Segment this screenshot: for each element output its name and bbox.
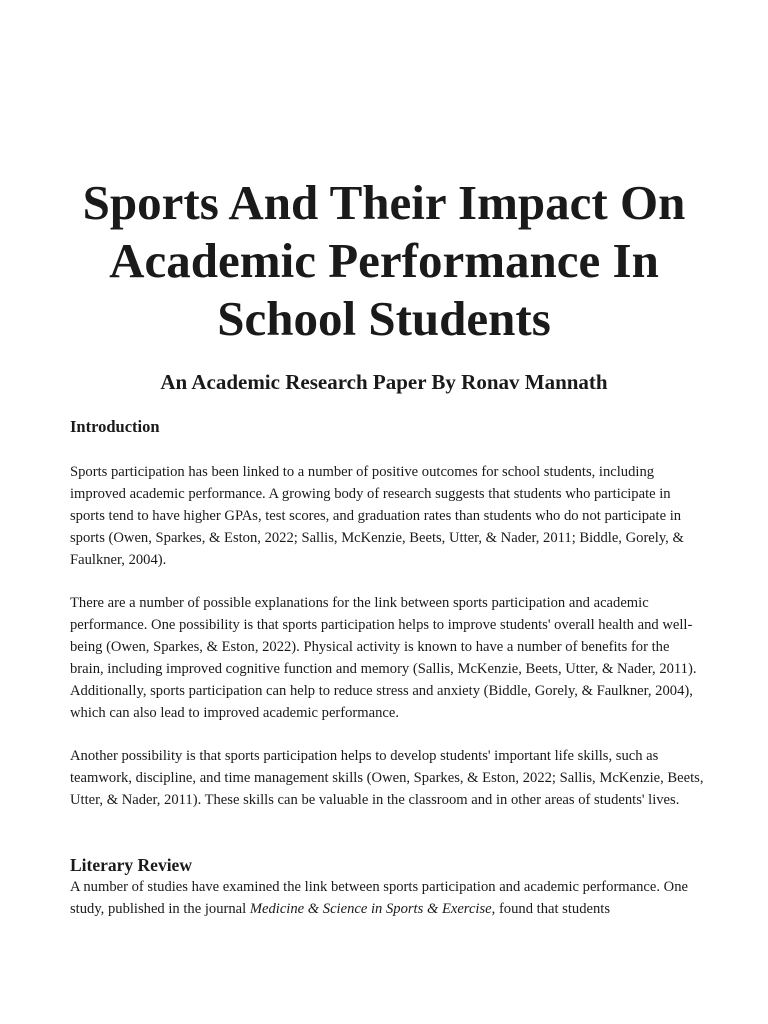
- introduction-paragraph-1: Sports participation has been linked to a number of positive outcomes for school students, including improved academic performance. A growing body of research suggests that students who participate in sports tend to have higher GPAs, test scores, and graduation rates than students who do not participate in sports (Owen, Sparkes, & Eston, 2022; Sallis, McKenzie, Beets, Utter, & Nader, 2011; Biddle, Gorely, & Faulkner, 2004).: [70, 464, 684, 568]
- literary-review-heading: Literary Review: [70, 855, 192, 875]
- literary-review-paragraph: [70, 876, 704, 920]
- paper-subtitle: An Academic Research Paper By Ronav Mannath: [160, 370, 608, 394]
- literary-review-text-end: , found that students: [491, 901, 611, 917]
- journal-name: Medicine & Science in Sports & Exercise: [249, 901, 492, 917]
- introduction-heading: Introduction: [70, 417, 160, 436]
- literary-review-text-start: A number of studies have examined the link between sports participation and academic performance. One study, published in the journal: [70, 879, 688, 917]
- introduction-paragraph-2: There are a number of possible explanations for the link between sports participation and academic performance. One possibility is that sports participation helps to improve students' overall health and well-being (Owen, Sparkes, & Eston, 2022). Physical activity is known to have a number of benefits for the brain, including improved cognitive function and memory (Sallis, McKenzie, Beets, Utter, & Nader, 2011). Additionally, sports participation can help to reduce stress and anxiety (Biddle, Gorely, & Faulkner, 2004), which can also lead to improved academic performance.: [70, 595, 697, 721]
- introduction-paragraph-3: Another possibility is that sports participation helps to develop students' important life skills, such as teamwork, discipline, and time management skills (Owen, Sparkes, & Eston, 2022; Sallis, McKenzie, Beets, Utter, & Nader, 2011). These skills can be valuable in the classroom and in other areas of students' lives.: [70, 748, 704, 808]
- paper-title: Sports And Their Impact On Academic Performance In School Students: [82, 175, 686, 346]
